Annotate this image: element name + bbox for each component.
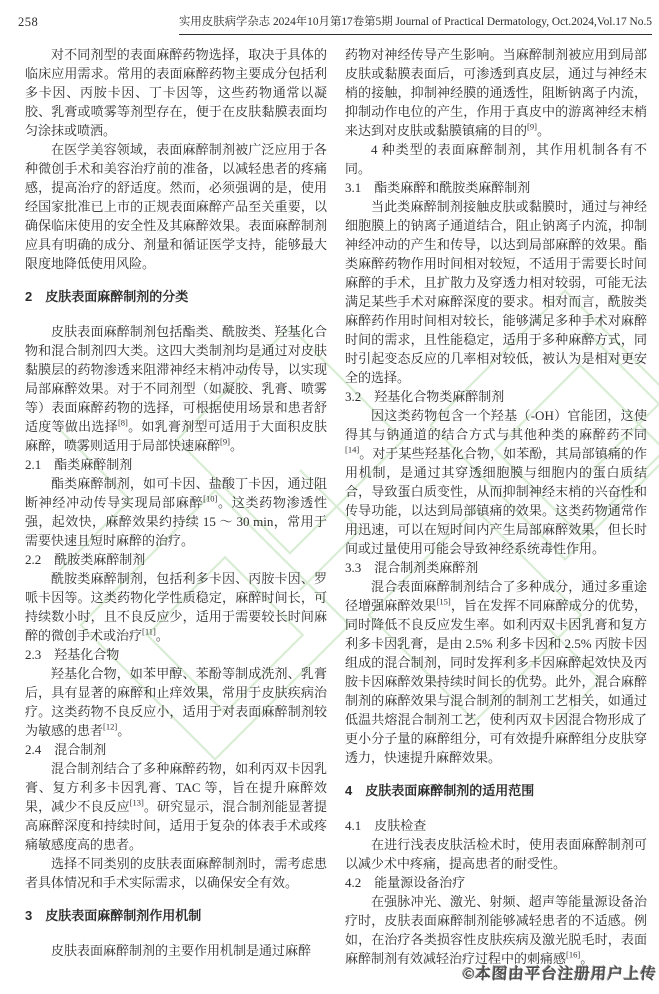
paragraph: 酰胺类麻醉制剂，包括利多卡因、丙胺卡因、罗哌卡因等。这类药物化学性质稳定，麻醉时间长，可持续数小时，且不良反应少，适用于需要较长时间麻醉的微创手术或治疗[11]。 <box>25 571 327 643</box>
paragraph: 因这类药物包含一个羟基（-OH）官能团，这使得其与钠通道的结合方式与其他种类的麻醉药不同[14]。对于某些羟基化合物，如苯酚，其局部镇痛的作用机制，是通过其穿透细胞膜与细胞内的蛋白质结合，导致蛋白质变性，从而抑制神经末梢的兴奋性和传导功能，以达到局部镇痛的效果。这类药物通常作用迅速，可以在短时间内产生局部麻醉效果，但长时间或过量使用可能会导致神经系统毒性作用。 <box>345 408 647 556</box>
reference-marker: [16] <box>566 949 581 960</box>
paragraph: 当此类麻醉制剂接触皮肤或黏膜时，通过与神经细胞膜上的钠离子通道结合，阻止钠离子内流，抑制神经冲动的产生和传导，以达到局部麻醉的效果。酯类麻醉药物作用时间相对较短，不适用于需要长时间麻醉的手术，且扩散力及穿透力相对较弱，可能无法满足某些手术对麻醉深度的要求。相对而言，酰胺类麻醉药作用时间相对较长，能够满足多种手术对麻醉时间的需求，且性能稳定，适用于多种麻醉方式，同时引起变态反应的几率相对较低，被认为是相对更安全的选择。 <box>345 199 647 385</box>
journal-title-line: 实用皮肤病学杂志 2024年10月第17卷第5期 Journal of Practical Dermatology, Oct.2024,Vol.17 No.5 <box>179 13 652 35</box>
paragraph: 混合制剂结合了多种麻醉药物，如利丙双卡因乳膏、复方利多卡因乳膏、TAC 等，旨在提升麻醉效果，减少不良反应[13]。研究显示，混合制剂能显著提高麻醉深度和持续时间，适用于复杂的体表手术或疼痛敏感度高的患者。 <box>25 761 327 852</box>
paragraph: 4 种类型的表面麻醉制剂，其作用机制各有不同。 <box>345 142 647 176</box>
subsection-heading: 3.2 羟基化合物类麻醉制剂 <box>345 389 505 404</box>
right-column <box>345 45 647 968</box>
paragraph: 选择不同类别的皮肤表面麻醉制剂时，需考虑患者具体情况和手术实际需求，以确保安全有效。 <box>25 856 327 890</box>
subsection-heading: 3.3 混合制剂类麻醉剂 <box>345 560 479 575</box>
paragraph: 对不同剂型的表面麻醉药物选择，取决于具体的临床应用需求。常用的表面麻醉药物主要成分包括利多卡因、丙胺卡因、丁卡因等，这些药物通常以凝胶、乳膏或喷雾等剂型存在，便于在皮肤黏膜表面均匀涂抹或喷洒。 <box>25 47 327 138</box>
paragraph: 皮肤表面麻醉制剂的主要作用机制是通过麻醉 <box>51 943 312 958</box>
reference-marker: [14] <box>345 444 360 455</box>
reference-marker: [11] <box>142 626 156 637</box>
reference-marker: [12] <box>103 721 118 732</box>
paragraph: 在进行浅表皮肤活检术时，使用表面麻醉制剂可以减少术中疼痛，提高患者的耐受性。 <box>345 837 647 871</box>
subsection-heading: 2.2 酰胺类麻醉制剂 <box>25 552 146 567</box>
subsection-heading: 3.1 酯类麻醉和酰胺类麻醉制剂 <box>345 180 531 195</box>
reference-marker: [9] <box>527 121 537 132</box>
section-heading: 4 皮肤表面麻醉制剂的适用范围 <box>345 783 535 798</box>
subsection-heading: 2.4 混合制剂 <box>25 742 107 757</box>
page-number: 258 <box>18 15 39 29</box>
article-body <box>25 45 647 968</box>
reference-marker: [10] <box>203 493 218 504</box>
reference-marker: [8] <box>117 417 128 428</box>
upload-notice-watermark: ©本图由平台注册用户上传 <box>462 966 658 983</box>
paragraph: 酯类麻醉制剂，如可卡因、盐酸丁卡因，通过阻断神经冲动传导实现局部麻醉[10]。这类药物渗透性强，起效快，麻醉效果约持续 15 ～ 30 min，常用于需要快速且短时麻醉的治疗。 <box>25 476 327 548</box>
subsection-heading: 2.1 酯类麻醉制剂 <box>25 457 133 472</box>
left-column <box>25 45 327 968</box>
paragraph: 皮肤表面麻醉制剂包括酯类、酰胺类、羟基化合物和混合制剂四大类。这四大类制剂均是通过对皮肤黏膜层的药物渗透来阻滞神经末梢冲动传导，以实现局部麻醉效果。对于不同剂型（如凝胶、乳膏、喷雾等）表面麻醉药物的选择，可根据使用场景和患者舒适度等做出选择[8]。如乳膏剂型可适用于大面积皮肤麻醉，喷雾则适用于局部快速麻醉[9]。 <box>25 324 327 453</box>
subsection-heading: 2.3 羟基化合物 <box>25 647 120 662</box>
paragraph-continued: 药物对神经传导产生影响。当麻醉制剂被应用到局部皮肤或黏膜表面后，可渗透到真皮层，通过与神经末梢的接触，抑制神经膜的通透性，阻断钠离子内流，抑制动作电位的产生，作用于真皮中的游离神经末梢来达到对皮肤或黏膜镇痛的目的[9]。 <box>345 47 647 138</box>
subsection-heading: 4.1 皮肤检查 <box>345 818 427 833</box>
reference-marker: [13] <box>129 797 144 808</box>
subsection-heading: 4.2 能量源设备治疗 <box>345 875 466 890</box>
reference-marker: [15] <box>436 596 451 607</box>
paragraph: 混合表面麻醉制剂结合了多种成分，通过多重途径增强麻醉效果[15]，旨在发挥不同麻醉成分的优势，同时降低不良反应发生率。如利丙双卡因乳膏和复方利多卡因乳膏，是由 2.5% 利多卡因和 2.5% 丙胺卡因组成的混合制剂，同时发挥利多卡因麻醉起效快及丙胺卡因麻醉效果持续时间长的优势。此外，混合麻醉制剂的麻醉效果与混合制剂的制剂工艺相关，如通过低温共熔混合制剂工艺，使利丙双卡因混合物形成了更小分子量的麻醉组分，可有效提升麻醉组分皮肤穿透力，快速提升麻醉效果。 <box>345 579 647 765</box>
page-header <box>0 10 659 36</box>
reference-marker: [9] <box>220 436 230 447</box>
section-heading: 2 皮肤表面麻醉制剂的分类 <box>25 289 189 304</box>
paragraph: 在强脉冲光、激光、射频、超声等能量源设备治疗时，皮肤表面麻醉制剂能够减轻患者的不适感。例如，在治疗各类损容性皮肤疾病及激光脱毛时，表面麻醉制剂有效减轻治疗过程中的刺痛感[16]。 <box>345 894 647 966</box>
section-heading: 3 皮肤表面麻醉制剂作用机制 <box>25 908 202 923</box>
paragraph: 羟基化合物，如苯甲醇、苯酚等制成洗剂、乳膏后，具有显著的麻醉和止痒效果，常用于皮肤疾病治疗。这类药物不良反应小，适用于对表面麻醉制剂较为敏感的患者[12]。 <box>25 666 327 738</box>
paragraph: 在医学美容领域，表面麻醉制剂被广泛应用于各种微创手术和美容治疗前的准备，以减轻患者的疼痛感，提高治疗的舒适度。然而，必须强调的是，使用经国家批准已上市的正规表面麻醉产品至关重要，以确保临床使用的安全性及其麻醉效果。表面麻醉制剂应具有明确的成分、剂量和循证医学支持，能够最大限度地降低使用风险。 <box>25 142 327 271</box>
